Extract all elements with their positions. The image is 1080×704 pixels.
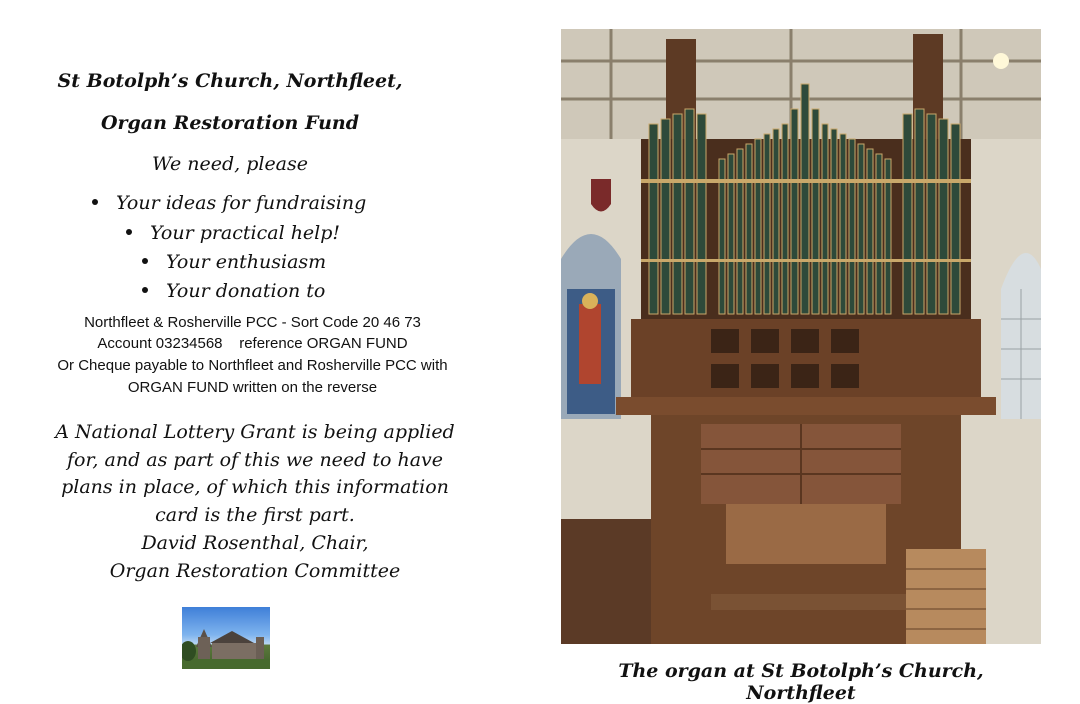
card-title-line-2: Organ Restoration Fund <box>100 112 360 134</box>
ask-text: Your enthusiasm <box>166 251 327 273</box>
bullet-icon <box>142 258 148 264</box>
info-card <box>0 0 540 700</box>
signature-name: David Rosenthal, Chair, <box>141 532 369 554</box>
list-item <box>142 251 326 273</box>
lottery-text-line: card is the first part. <box>155 504 355 526</box>
need-heading: We need, please <box>151 153 309 175</box>
card-title-line-1: St Botolph’s Church, Northfleet, <box>57 70 403 92</box>
list-item <box>92 192 366 214</box>
lottery-text-line: for, and as part of this we need to have <box>66 449 444 471</box>
bullet-icon <box>142 287 148 293</box>
ask-text: Your practical help! <box>150 222 341 244</box>
bank-details-line: Account 03234568 reference ORGAN FUND <box>97 335 408 352</box>
bank-details-line: Or Cheque payable to Northfleet and Rosherville PCC with <box>57 357 448 374</box>
lottery-text-line: A National Lottery Grant is being applied <box>55 421 455 443</box>
list-item <box>142 280 325 302</box>
ask-text: Your donation to <box>166 280 326 302</box>
bullet-icon <box>126 229 132 235</box>
bank-details-line: Northfleet & Rosherville PCC - Sort Code 20 46 73 <box>84 314 421 331</box>
bank-details-line: ORGAN FUND written on the reverse <box>127 379 378 396</box>
ask-text: Your ideas for fundraising <box>116 192 367 214</box>
bullet-icon <box>92 199 98 205</box>
photo-caption: The organ at St Botolph’s Church, Northfleet <box>618 660 984 704</box>
organ-photo <box>561 29 1041 644</box>
list-item <box>126 222 340 244</box>
signature-title: Organ Restoration Committee <box>109 560 401 582</box>
church-thumbnail-image <box>182 607 270 669</box>
lottery-text-line: plans in place, of which this information <box>61 476 449 498</box>
